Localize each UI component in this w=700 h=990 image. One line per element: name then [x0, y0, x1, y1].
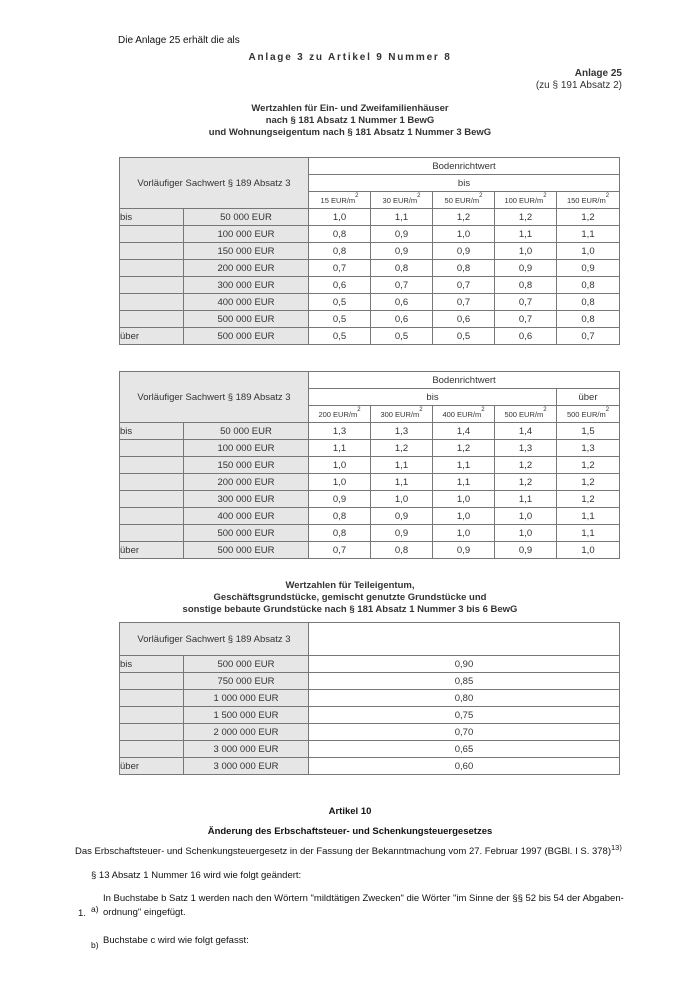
value-cell: 0,7 — [309, 260, 371, 277]
row-prefix — [120, 508, 184, 525]
value-cell: 0,8 — [557, 277, 620, 294]
column-header-label: 50 EUR/m — [444, 195, 480, 205]
value-cell: 1,2 — [495, 457, 557, 474]
annex-title: Anlage 25 — [574, 68, 622, 79]
value-cell: 0,9 — [495, 260, 557, 277]
row-amount: 400 000 EUR — [184, 294, 309, 311]
value-cell: 1,0 — [371, 491, 433, 508]
value-cell: 0,5 — [433, 328, 495, 345]
value-cell: 1,0 — [433, 491, 495, 508]
table-row — [120, 690, 620, 707]
intro-text: Die Anlage 25 erhält die als — [118, 35, 240, 46]
row-prefix — [120, 525, 184, 542]
value-cell: 1,0 — [557, 542, 620, 559]
value-cell: 1,0 — [433, 226, 495, 243]
row-amount: 3 000 000 EUR — [184, 741, 309, 758]
value-cell: 0,8 — [309, 243, 371, 260]
item-a-line: In Buchstabe b Satz 1 werden nach den Wörtern "mildtätigen Zwecken" die Wörter "im Sinne der §§ 52 bis 54 der Abgaben- — [103, 893, 624, 904]
unit-exponent: 2 — [357, 406, 361, 413]
row-prefix — [120, 457, 184, 474]
value-cell: 0,75 — [309, 707, 620, 724]
value-cell: 1,0 — [309, 457, 371, 474]
item-b-label: b) — [91, 940, 99, 950]
row-amount: 1 500 000 EUR — [184, 707, 309, 724]
value-cell: 1,2 — [557, 457, 620, 474]
table-row — [120, 260, 620, 277]
value-cell: 0,9 — [309, 491, 371, 508]
row-prefix — [120, 474, 184, 491]
table2-sub-header-bis: bis — [309, 389, 557, 406]
row-amount: 1 000 000 EUR — [184, 690, 309, 707]
value-cell: 0,7 — [309, 542, 371, 559]
value-cell: 0,8 — [309, 525, 371, 542]
value-cell: 1,0 — [433, 508, 495, 525]
value-cell: 0,65 — [309, 741, 620, 758]
table2-column-header — [371, 406, 433, 423]
row-prefix: bis — [120, 656, 184, 673]
row-amount: 500 000 EUR — [184, 311, 309, 328]
row-amount: 200 000 EUR — [184, 260, 309, 277]
table3-empty-header — [309, 623, 620, 656]
value-cell: 1,2 — [433, 440, 495, 457]
unit-exponent: 2 — [543, 192, 547, 199]
row-prefix: über — [120, 542, 184, 559]
value-cell: 1,1 — [309, 440, 371, 457]
column-header-label: 400 EUR/m — [442, 409, 482, 419]
unit-exponent: 2 — [481, 406, 485, 413]
value-cell: 0,8 — [433, 260, 495, 277]
row-prefix — [120, 294, 184, 311]
value-cell: 0,8 — [557, 294, 620, 311]
value-cell: 0,7 — [495, 294, 557, 311]
value-cell: 0,85 — [309, 673, 620, 690]
unit-exponent: 2 — [355, 192, 359, 199]
table2-sub-header-ueber: über — [557, 389, 620, 406]
value-cell: 0,8 — [557, 311, 620, 328]
value-cell: 1,0 — [495, 243, 557, 260]
table3-heading — [0, 580, 700, 616]
value-cell: 0,8 — [309, 226, 371, 243]
value-cell: 0,9 — [495, 542, 557, 559]
article-body-text: Das Erbschaftsteuer- und Schenkungsteuergesetz in der Fassung der Bekanntmachung vom 27. Februar 1997 (BGBl. I S. 378) — [75, 846, 611, 857]
row-amount: 300 000 EUR — [184, 491, 309, 508]
value-cell: 1,0 — [557, 243, 620, 260]
value-cell: 1,1 — [495, 491, 557, 508]
value-cell: 0,70 — [309, 724, 620, 741]
table-row — [120, 525, 620, 542]
value-cell: 1,2 — [557, 209, 620, 226]
row-prefix: bis — [120, 209, 184, 226]
unit-exponent: 2 — [605, 192, 610, 199]
row-amount: 50 000 EUR — [184, 209, 309, 226]
value-cell: 1,4 — [433, 423, 495, 440]
row-amount: 50 000 EUR — [184, 423, 309, 440]
table3-corner: Vorläufiger Sachwert § 189 Absatz 3 — [120, 623, 309, 656]
table-row — [120, 673, 620, 690]
item-a-line: ordnung" eingefügt. — [103, 907, 186, 918]
value-cell: 0,9 — [371, 525, 433, 542]
value-cell: 0,9 — [371, 508, 433, 525]
row-amount: 750 000 EUR — [184, 673, 309, 690]
value-cell: 0,5 — [309, 328, 371, 345]
value-cell: 1,5 — [557, 423, 620, 440]
unit-exponent: 2 — [543, 406, 547, 413]
value-cell: 1,1 — [433, 457, 495, 474]
value-cell: 0,7 — [495, 311, 557, 328]
row-prefix: über — [120, 758, 184, 775]
value-cell: 1,3 — [495, 440, 557, 457]
table-row — [120, 491, 620, 508]
value-cell: 1,0 — [309, 474, 371, 491]
row-prefix — [120, 724, 184, 741]
value-cell: 1,2 — [433, 209, 495, 226]
table-row — [120, 423, 620, 440]
row-amount: 500 000 EUR — [184, 328, 309, 345]
table1-column-header — [433, 192, 495, 209]
value-cell: 1,2 — [495, 474, 557, 491]
value-cell: 0,60 — [309, 758, 620, 775]
value-cell: 1,4 — [495, 423, 557, 440]
row-prefix — [120, 707, 184, 724]
row-amount: 500 000 EUR — [184, 525, 309, 542]
item-a-label: a) — [91, 904, 99, 914]
value-cell: 0,80 — [309, 690, 620, 707]
annex-paragraph-ref: (zu § 191 Absatz 2) — [535, 80, 622, 91]
table3-heading-line: sonstige bebaute Grundstücke nach § 181 Absatz 1 Nummer 3 bis 6 BewG — [182, 604, 518, 615]
article-number: Artikel 10 — [328, 806, 372, 817]
table1-heading-line: Wertzahlen für Ein- und Zweifamilienhäuser — [251, 103, 449, 114]
table3-heading-line: Wertzahlen für Teileigentum, — [285, 580, 415, 591]
table1-wertzahlen — [119, 157, 620, 345]
value-cell: 1,0 — [433, 525, 495, 542]
table3-wertzahlen — [119, 622, 620, 775]
row-prefix — [120, 311, 184, 328]
value-cell: 1,0 — [495, 525, 557, 542]
unit-exponent: 2 — [419, 406, 423, 413]
value-cell: 0,9 — [371, 226, 433, 243]
row-amount: 200 000 EUR — [184, 474, 309, 491]
column-header-label: 300 EUR/m — [380, 409, 420, 419]
unit-exponent: 2 — [479, 192, 483, 199]
value-cell: 0,6 — [371, 294, 433, 311]
table2-column-header — [495, 406, 557, 423]
annex-reference — [536, 68, 622, 92]
table1-column-header — [371, 192, 433, 209]
table2-corner: Vorläufiger Sachwert § 189 Absatz 3 — [120, 372, 309, 423]
table-row — [120, 243, 620, 260]
table1-column-header — [495, 192, 557, 209]
value-cell: 1,1 — [495, 226, 557, 243]
article-title: Änderung des Erbschaftsteuer- und Schenkungsteuergesetzes — [207, 826, 493, 837]
value-cell: 0,9 — [557, 260, 620, 277]
article-body — [75, 843, 675, 857]
table2-group-header: Bodenrichtwert — [309, 372, 620, 389]
value-cell: 0,9 — [371, 243, 433, 260]
value-cell: 1,1 — [371, 457, 433, 474]
table-row — [120, 226, 620, 243]
row-amount: 100 000 EUR — [184, 226, 309, 243]
table-row — [120, 508, 620, 525]
row-amount: 500 000 EUR — [184, 656, 309, 673]
row-prefix — [120, 741, 184, 758]
value-cell: 0,8 — [371, 260, 433, 277]
table-row — [120, 724, 620, 741]
article-paragraph: § 13 Absatz 1 Nummer 16 wird wie folgt geändert: — [91, 870, 302, 881]
value-cell: 1,1 — [433, 474, 495, 491]
value-cell: 0,90 — [309, 656, 620, 673]
value-cell: 0,9 — [433, 243, 495, 260]
value-cell: 0,5 — [371, 328, 433, 345]
value-cell: 0,8 — [309, 508, 371, 525]
table1-corner: Vorläufiger Sachwert § 189 Absatz 3 — [120, 158, 309, 209]
table-row — [120, 277, 620, 294]
value-cell: 1,0 — [309, 209, 371, 226]
annex-heading: Anlage 3 zu Artikel 9 Nummer 8 — [248, 52, 452, 63]
row-amount: 400 000 EUR — [184, 508, 309, 525]
value-cell: 0,8 — [495, 277, 557, 294]
column-header-label: 200 EUR/m — [318, 409, 358, 419]
value-cell: 0,7 — [433, 277, 495, 294]
row-prefix — [120, 243, 184, 260]
column-header-label: 30 EUR/m — [382, 195, 418, 205]
row-prefix — [120, 673, 184, 690]
value-cell: 1,2 — [557, 474, 620, 491]
value-cell: 1,1 — [371, 474, 433, 491]
table2-column-header — [433, 406, 495, 423]
table-row — [120, 741, 620, 758]
table1-column-header — [557, 192, 620, 209]
value-cell: 1,2 — [371, 440, 433, 457]
table1-sub-header: bis — [309, 175, 620, 192]
table-row — [120, 542, 620, 559]
item-b-text: Buchstabe c wird wie folgt gefasst: — [103, 935, 249, 946]
value-cell: 1,0 — [495, 508, 557, 525]
value-cell: 0,6 — [371, 311, 433, 328]
value-cell: 1,3 — [371, 423, 433, 440]
table-row — [120, 328, 620, 345]
value-cell: 1,1 — [557, 508, 620, 525]
table-row — [120, 656, 620, 673]
value-cell: 0,6 — [495, 328, 557, 345]
footnote-marker: 13) — [611, 843, 622, 852]
row-prefix — [120, 491, 184, 508]
value-cell: 0,7 — [371, 277, 433, 294]
table-row — [120, 209, 620, 226]
row-prefix: über — [120, 328, 184, 345]
table2-column-header — [309, 406, 371, 423]
table3-heading-line: Geschäftsgrundstücke, gemischt genutzte Grundstücke und — [213, 592, 487, 603]
value-cell: 0,6 — [433, 311, 495, 328]
row-amount: 150 000 EUR — [184, 243, 309, 260]
value-cell: 1,1 — [557, 226, 620, 243]
value-cell: 1,2 — [495, 209, 557, 226]
table-row — [120, 707, 620, 724]
row-prefix — [120, 277, 184, 294]
table-row — [120, 440, 620, 457]
item-1-number: 1. — [78, 908, 86, 919]
value-cell: 0,7 — [557, 328, 620, 345]
value-cell: 0,9 — [433, 542, 495, 559]
table1-group-header: Bodenrichtwert — [309, 158, 620, 175]
table2-column-header — [557, 406, 620, 423]
table2-wertzahlen — [119, 371, 620, 559]
value-cell: 0,8 — [371, 542, 433, 559]
value-cell: 1,3 — [557, 440, 620, 457]
row-amount: 100 000 EUR — [184, 440, 309, 457]
row-amount: 300 000 EUR — [184, 277, 309, 294]
column-header-label: 100 EUR/m — [504, 195, 544, 205]
row-prefix — [120, 690, 184, 707]
table1-column-header — [309, 192, 371, 209]
unit-exponent: 2 — [417, 192, 421, 199]
column-header-label: 500 EUR/m — [566, 409, 606, 419]
table-row — [120, 311, 620, 328]
value-cell: 1,3 — [309, 423, 371, 440]
value-cell: 0,6 — [309, 277, 371, 294]
value-cell: 0,5 — [309, 294, 371, 311]
row-prefix — [120, 260, 184, 277]
unit-exponent: 2 — [605, 406, 610, 413]
table1-heading — [0, 103, 700, 139]
value-cell: 0,5 — [309, 311, 371, 328]
table-row — [120, 758, 620, 775]
item-a-text — [103, 893, 673, 918]
row-amount: 150 000 EUR — [184, 457, 309, 474]
table1-heading-line: nach § 181 Absatz 1 Nummer 1 BewG — [265, 115, 435, 126]
row-amount: 500 000 EUR — [184, 542, 309, 559]
row-prefix — [120, 226, 184, 243]
column-header-label: 150 EUR/m — [566, 195, 606, 205]
row-amount: 3 000 000 EUR — [184, 758, 309, 775]
value-cell: 1,1 — [371, 209, 433, 226]
column-header-label: 500 EUR/m — [504, 409, 544, 419]
value-cell: 1,2 — [557, 491, 620, 508]
table-row — [120, 294, 620, 311]
table-row — [120, 457, 620, 474]
row-prefix — [120, 440, 184, 457]
value-cell: 0,7 — [433, 294, 495, 311]
row-prefix: bis — [120, 423, 184, 440]
table1-heading-line: und Wohnungseigentum nach § 181 Absatz 1 Nummer 3 BewG — [208, 127, 492, 138]
table-row — [120, 474, 620, 491]
row-amount: 2 000 000 EUR — [184, 724, 309, 741]
column-header-label: 15 EUR/m — [320, 195, 356, 205]
value-cell: 1,1 — [557, 525, 620, 542]
